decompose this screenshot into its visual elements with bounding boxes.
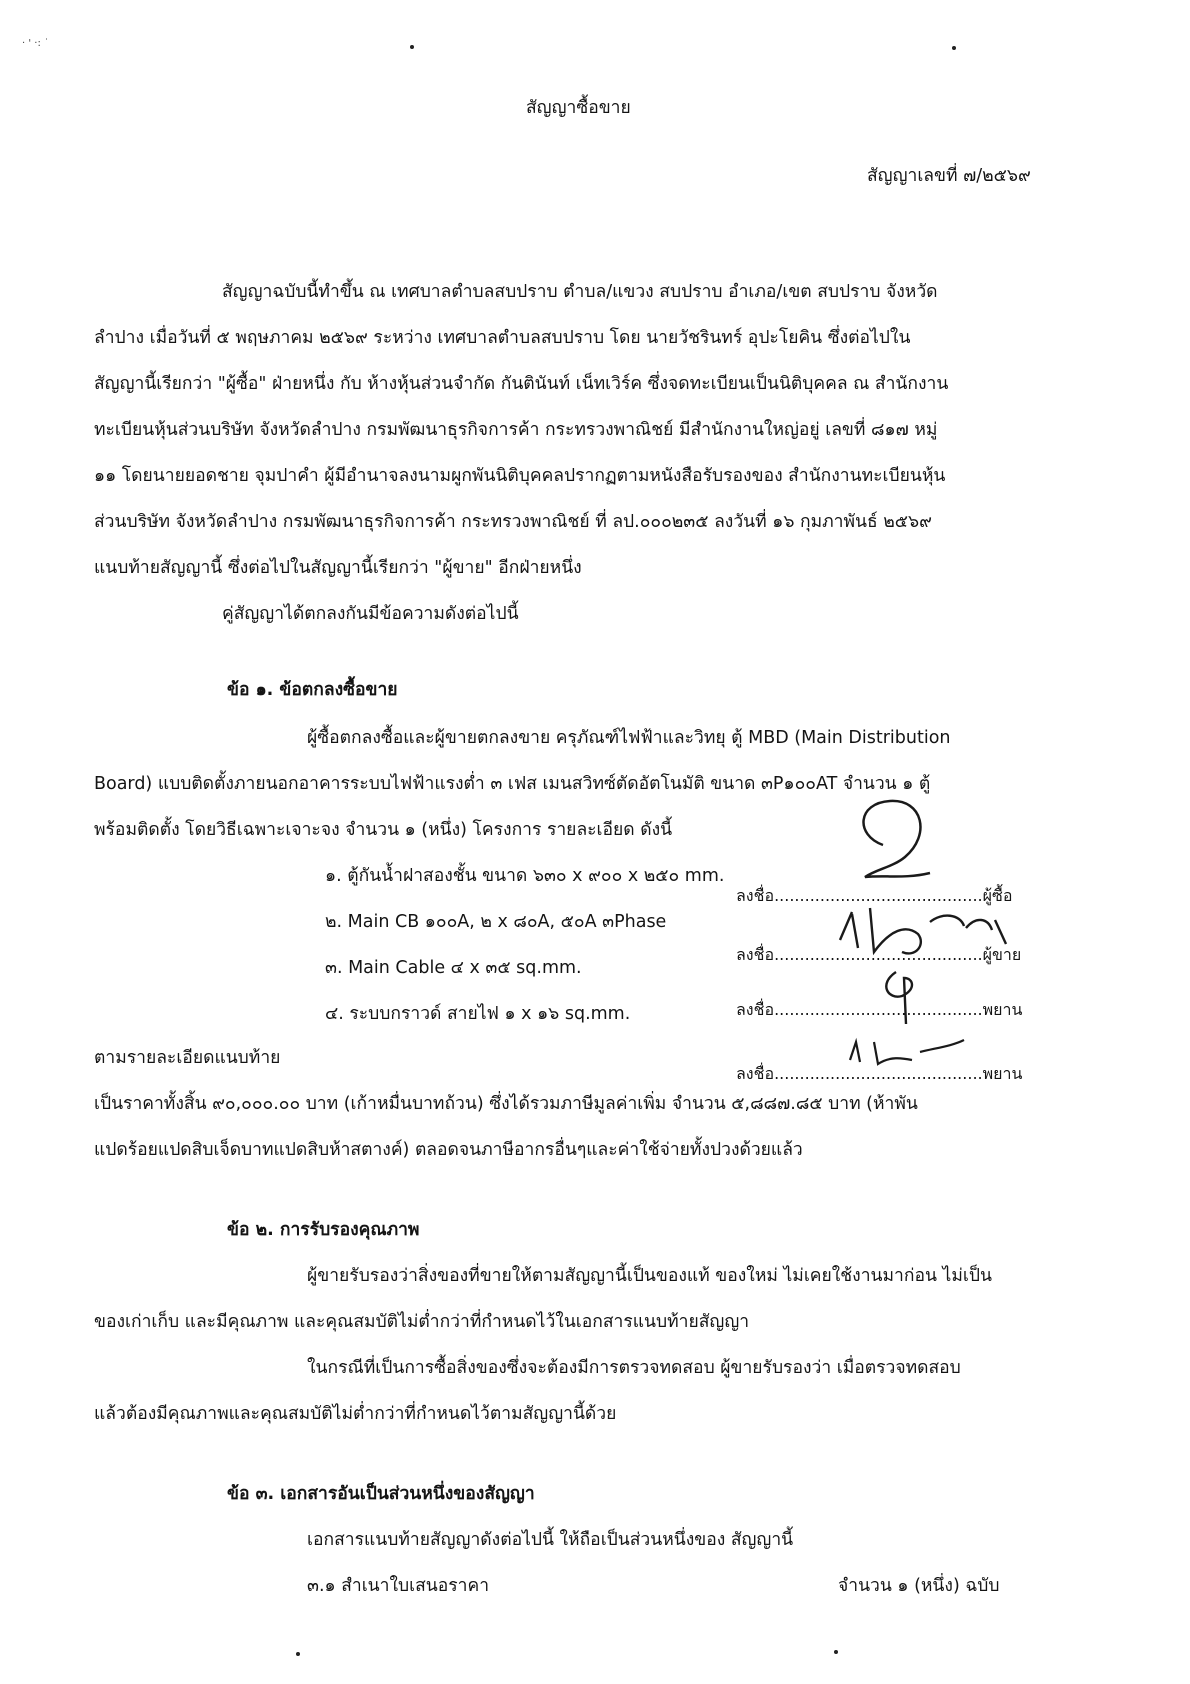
document-title: สัญญาซื้อขาย [526, 98, 631, 118]
signature-line-seller: ลงชื่อ.........................................ผู้ขาย [736, 945, 1022, 964]
intro-line: สัญญานี้เรียกว่า "ผู้ซื้อ" ฝ่ายหนึ่ง กับ ห้างหุ้นส่วนจำกัด กันตินันท์ เน็ทเวิร์ค ซึ่งจดทะเบียนเป็นนิติบุคคล ณ สำนักงาน [94, 374, 949, 394]
item-line: ๒. Main CB ๑๐๐A, ๒ x ๘๐A, ๕๐A ๓Phase [325, 912, 667, 932]
clause-3-heading: ข้อ ๓. เอกสารอันเป็นส่วนหนึ่งของสัญญา [227, 1484, 535, 1504]
clause-3-quantity: จำนวน ๑ (หนึ่ง) ฉบับ [838, 1576, 1000, 1596]
item-line: ๓. Main Cable ๔ x ๓๕ sq.mm. [325, 958, 582, 978]
clause-1-line: Board) แบบติดตั้งภายนอกอาคารระบบไฟฟ้าแรงต่ำ ๓ เฟส เมนสวิทซ์ตัดอัตโนมัติ ขนาด ๓P๑๐๐AT จำนวน ๑ ตู้ [94, 774, 931, 794]
clause-2-line: แล้วต้องมีคุณภาพและคุณสมบัติไม่ต่ำกว่าที่กำหนดไว้ตามสัญญานี้ด้วย [94, 1404, 617, 1424]
contract-number: สัญญาเลขที่ ๗/๒๕๖๙ [867, 166, 1031, 186]
scan-mark: · ' ·: ˙ [22, 38, 50, 49]
intro-line: ลำปาง เมื่อวันที่ ๕ พฤษภาคม ๒๕๖๙ ระหว่าง เทศบาลตำบลสบปราบ โดย นายวัชรินทร์ อุปะโยคิน ซึ่งต่อไปใน [94, 328, 911, 348]
clause-2-line: ของเก่าเก็บ และมีคุณภาพ และคุณสมบัติไม่ต่ำกว่าที่กำหนดไว้ในเอกสารแนบท้ายสัญญา [94, 1312, 750, 1332]
intro-line: ส่วนบริษัท จังหวัดลำปาง กรมพัฒนาธุรกิจการค้า กระทรวงพาณิชย์ ที่ ลป.๐๐๐๒๓๕ ลงวันที่ ๑๖ กุมภาพันธ์ ๒๕๖๙ [94, 512, 932, 532]
item-line: ๔. ระบบกราวด์ สายไฟ ๑ x ๑๖ sq.mm. [325, 1004, 631, 1024]
price-line: เป็นราคาทั้งสิ้น ๙๐,๐๐๐.๐๐ บาท (เก้าหมื่นบาทถ้วน) ซึ่งได้รวมภาษีมูลค่าเพิ่ม จำนวน ๕,๘๘๗.๘๕ บาท (ห้าพัน [94, 1094, 918, 1114]
signature-line-witness: ลงชื่อ.........................................พยาน [736, 1000, 1023, 1019]
item-line: ๑. ตู้กันน้ำฝาสองชั้น ขนาด ๖๓๐ x ๙๐๐ x ๒๕๐ mm. [325, 866, 725, 886]
scan-speck [296, 1652, 300, 1656]
signature-line-buyer: ลงชื่อ.........................................ผู้ซื้อ [736, 886, 1013, 905]
detail-reference: ตามรายละเอียดแนบท้าย [94, 1048, 281, 1068]
witness-signature-drawing [868, 960, 948, 1030]
intro-line: ทะเบียนหุ้นส่วนบริษัท จังหวัดลำปาง กรมพัฒนาธุรกิจการค้า กระทรวงพาณิชย์ มีสำนักงานใหญ่อยู่ เลขที่ ๘๑๗ หมู่ [94, 420, 938, 440]
intro-line: ๑๑ โดยนายยอดชาย จุมปาคำ ผู้มีอำนาจลงนามผูกพันนิติบุคคลปรากฏตามหนังสือรับรองของ สำนักงานทะเบียนหุ้น [94, 466, 946, 486]
scan-speck [834, 1650, 838, 1654]
buyer-signature-drawing [835, 795, 945, 895]
scan-speck [410, 45, 414, 49]
clause-3-item: ๓.๑ สำเนาใบเสนอราคา [307, 1576, 490, 1596]
signature-line-witness: ลงชื่อ.........................................พยาน [736, 1064, 1023, 1083]
clause-1-line: ผู้ซื้อตกลงซื้อและผู้ขายตกลงขาย ครุภัณฑ์ไฟฟ้าและวิทยุ ตู้ MBD (Main Distribution [307, 728, 951, 748]
clause-1-heading: ข้อ ๑. ข้อตกลงซื้อขาย [227, 680, 398, 700]
clause-3-intro: เอกสารแนบท้ายสัญญาดังต่อไปนี้ ให้ถือเป็นส่วนหนึ่งของ สัญญานี้ [307, 1530, 794, 1550]
intro-line: สัญญาฉบับนี้ทำขึ้น ณ เทศบาลตำบลสบปราบ ตำบล/แขวง สบปราบ อำเภอ/เขต สบปราบ จังหวัด [222, 282, 938, 302]
clause-1-line: พร้อมติดตั้ง โดยวิธีเฉพาะเจาะจง จำนวน ๑ (หนึ่ง) โครงการ รายละเอียด ดังนี้ [94, 820, 673, 840]
clause-2-line: ผู้ขายรับรองว่าสิ่งของที่ขายให้ตามสัญญานี้เป็นของแท้ ของใหม่ ไม่เคยใช้งานมาก่อน ไม่เป็น [307, 1266, 992, 1286]
agreement-line: คู่สัญญาได้ตกลงกันมีข้อความดังต่อไปนี้ [222, 604, 519, 624]
intro-line: แนบท้ายสัญญานี้ ซึ่งต่อไปในสัญญานี้เรียกว่า "ผู้ขาย" อีกฝ่ายหนึ่ง [94, 558, 582, 578]
clause-2-line: ในกรณีที่เป็นการซื้อสิ่งของซึ่งจะต้องมีการตรวจทดสอบ ผู้ขายรับรองว่า เมื่อตรวจทดสอบ [307, 1358, 961, 1378]
price-line: แปดร้อยแปดสิบเจ็ดบาทแปดสิบห้าสตางค์) ตลอดจนภาษีอากรอื่นๆและค่าใช้จ่ายทั้งปวงด้วยแล้ว [94, 1140, 803, 1160]
clause-2-heading: ข้อ ๒. การรับรองคุณภาพ [227, 1220, 420, 1240]
scan-speck [952, 46, 956, 50]
witness-signature-drawing [840, 1030, 970, 1080]
